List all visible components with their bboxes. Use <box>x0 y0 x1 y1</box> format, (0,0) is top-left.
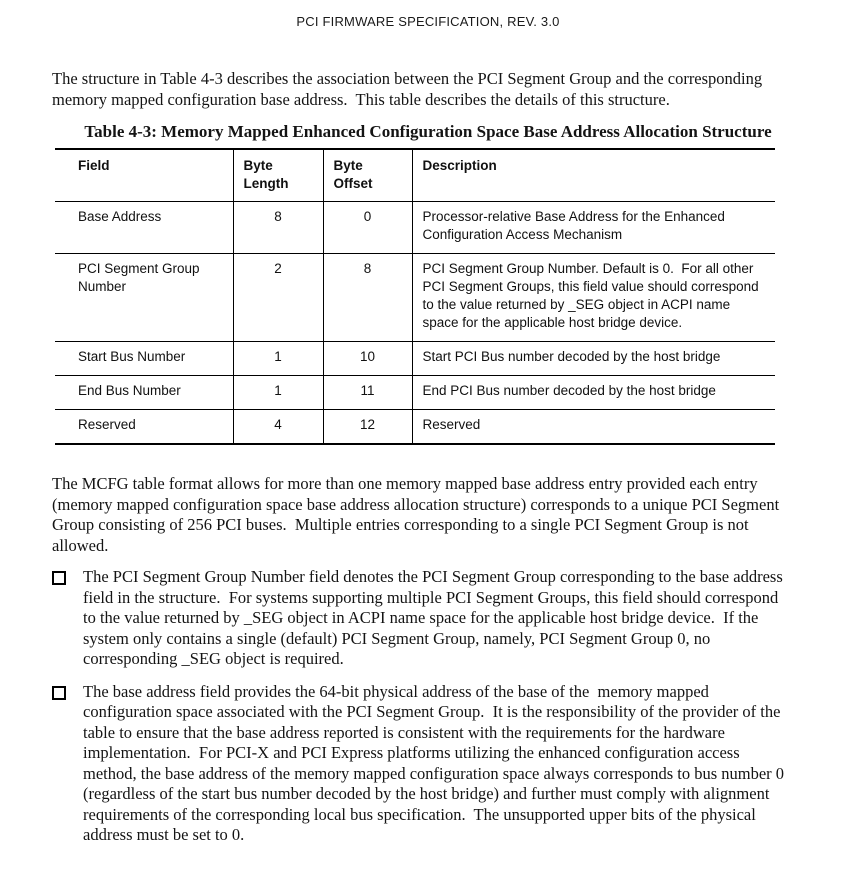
cell-byte-length: 1 <box>233 342 323 376</box>
cell-byte-length: 1 <box>233 376 323 410</box>
bullet-text: The PCI Segment Group Number field denotes the PCI Segment Group corresponding to the base address field in the structure. For systems supporting multiple PCI Segment Groups, this field should correspond to the value returned by _SEG object in ACPI name space for the applicable host bridge device. If the system only contains a single (default) PCI Segment Group, namely, PCI Segment Group 0, no corresponding _SEG object is required. <box>83 567 787 668</box>
cell-byte-offset: 11 <box>323 376 412 410</box>
cell-byte-length: 2 <box>233 254 323 342</box>
column-header-field: Field <box>55 149 233 202</box>
table-row <box>55 254 775 342</box>
table-row <box>55 376 775 410</box>
cell-description: PCI Segment Group Number. Default is 0. For all other PCI Segment Groups, this field value should correspond to the value returned by _SEG object in ACPI name space for the applicable host bridge device. <box>412 254 775 342</box>
intro-paragraph: The structure in Table 4-3 describes the association between the PCI Segment Group and the corresponding memory mapped configuration base address. This table describes the details of this structure. <box>52 69 767 109</box>
bullet-item <box>52 681 789 846</box>
cell-description: End PCI Bus number decoded by the host bridge <box>412 376 775 410</box>
cell-description: Processor-relative Base Address for the Enhanced Configuration Access Mechanism <box>412 202 775 254</box>
square-bullet-icon <box>52 571 66 585</box>
cell-byte-length: 8 <box>233 202 323 254</box>
column-header-description: Description <box>412 149 775 202</box>
cell-field: PCI Segment Group Number <box>55 254 233 342</box>
cell-field: Start Bus Number <box>55 342 233 376</box>
cell-byte-offset: 10 <box>323 342 412 376</box>
table-4-3 <box>55 148 775 445</box>
cell-byte-offset: 8 <box>323 254 412 342</box>
table-header-row <box>55 149 775 202</box>
cell-description: Start PCI Bus number decoded by the host bridge <box>412 342 775 376</box>
column-header-byte-length: Byte Length <box>233 149 323 202</box>
cell-description: Reserved <box>412 410 775 445</box>
column-header-byte-offset: Byte Offset <box>323 149 412 202</box>
table-caption: Table 4-3: Memory Mapped Enhanced Configuration Space Base Address Allocation Structure <box>84 122 772 141</box>
cell-byte-offset: 0 <box>323 202 412 254</box>
running-header: PCI FIRMWARE SPECIFICATION, REV. 3.0 <box>296 14 560 29</box>
table-row <box>55 202 775 254</box>
cell-field: Reserved <box>55 410 233 445</box>
table-row <box>55 410 775 445</box>
table-row <box>55 342 775 376</box>
bullet-text: The base address field provides the 64-bit physical address of the base of the memory mapped configuration space associated with the PCI Segment Group. It is the responsibility of the provider of the table to ensure that the base address reported is consistent with the requirements for the hardware implementation. For PCI-X and PCI Express platforms utilizing the enhanced configuration access method, the base address of the memory mapped configuration space always corresponds to bus number 0 (regardless of the start bus number decoded by the host bridge) and further must comply with alignment requirements of the corresponding local bus specification. The unsupported upper bits of the physical address must be set to 0. <box>83 681 789 844</box>
square-bullet-icon <box>52 686 66 700</box>
bullet-item <box>52 567 786 670</box>
cell-field: End Bus Number <box>55 376 233 410</box>
cell-field: Base Address <box>55 202 233 254</box>
mcfg-paragraph: The MCFG table format allows for more than one memory mapped base address entry provided each entry (memory mapped configuration space base address allocation structure) corresponds to a unique PCI Segment Group consisting of 256 PCI buses. Multiple entries corresponding to a single PCI Segment Group is not allowed. <box>52 474 784 555</box>
cell-byte-offset: 12 <box>323 410 412 445</box>
cell-byte-length: 4 <box>233 410 323 445</box>
